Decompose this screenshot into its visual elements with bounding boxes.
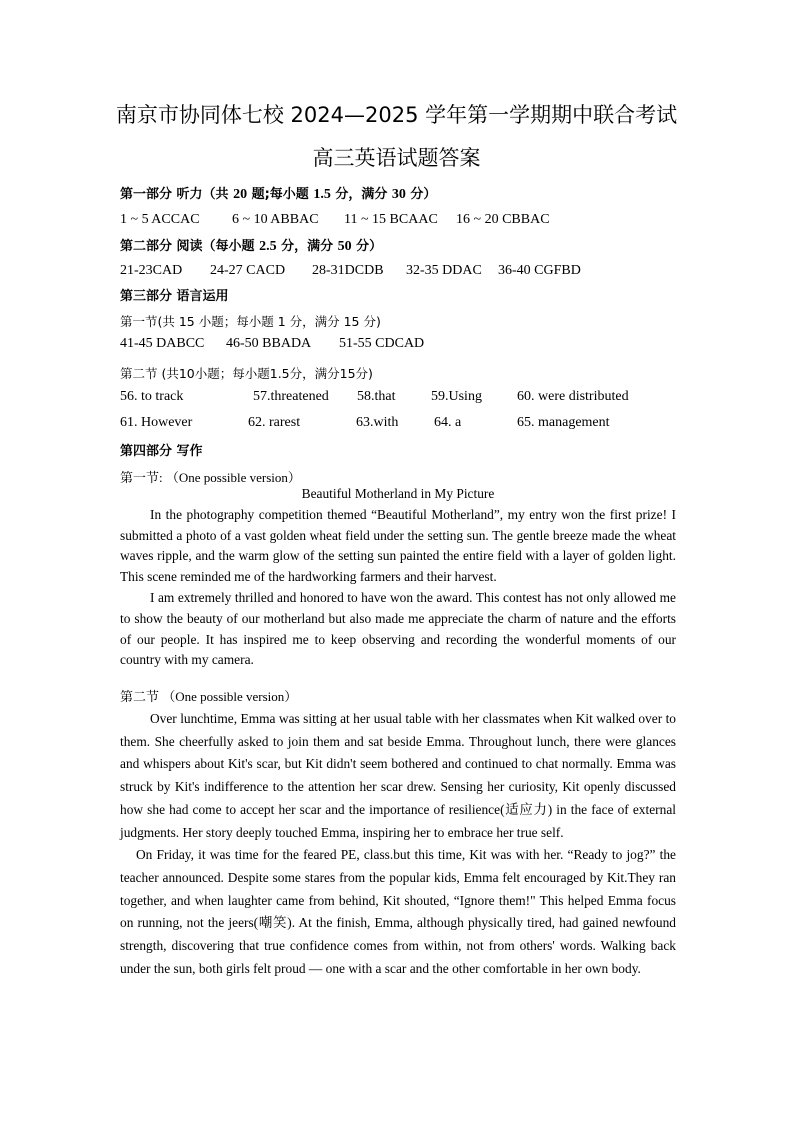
answer-item: 65. management <box>517 415 610 430</box>
part1-heading: 第一部分 听力（共 20 题;每小题 1.5 分，满分 30 分） <box>120 187 437 202</box>
answer-group: 6 ~ 10 ABBAC <box>232 212 319 227</box>
answer-group: 16 ~ 20 CBBAC <box>456 212 550 227</box>
answer-group: 1 ~ 5 ACCAC <box>120 212 200 227</box>
answer-item: 57.threatened <box>253 389 329 404</box>
essay1-paragraph: I am extremely thrilled and honored to have won the award. This contest has not only allowed me to show the beauty of our motherland but also made me appreciate the charm of nature and the efforts of our people. It has inspired me to keep observing and recording the wonderful moments of our country with my camera. <box>120 589 676 668</box>
answer-group: 28-31DCDB <box>312 263 384 278</box>
essay1 <box>120 484 676 671</box>
part4-heading: 第四部分 写作 <box>120 444 203 459</box>
essay1-title: Beautiful Motherland in My Picture <box>301 486 495 501</box>
part2-heading: 第二部分 阅读（每小题 2.5 分，满分 50 分） <box>120 239 383 254</box>
answer-item: 56. to track <box>120 389 184 404</box>
part3-section1-note: 第一节(共 15 小题；每小题 1 分，满分 15 分) <box>120 314 381 329</box>
answer-group: 36-40 CGFBD <box>498 263 581 278</box>
answer-group: 41-45 DABCC <box>120 336 205 351</box>
answer-group: 51-55 CDCAD <box>339 336 425 351</box>
essay2 <box>120 708 676 980</box>
answer-item: 63.with <box>356 415 399 430</box>
answer-item: 62. rarest <box>248 415 301 430</box>
answer-item: 60. were distributed <box>517 389 629 404</box>
page-subtitle: 高三英语试题答案 <box>312 146 481 170</box>
answer-item: 58.that <box>357 389 396 404</box>
answer-item: 64. a <box>434 415 462 430</box>
answer-group: 24-27 CACD <box>210 263 286 278</box>
answer-group: 21-23CAD <box>120 263 183 278</box>
essay2-paragraph: Over lunchtime, Emma was sitting at her usual table with her classmates when Kit walked over to them. She cheerfully asked to join them and sat beside Emma. Throughout lunch, there were glances and whispers about Kit's scar, but Kit didn't seem bothered and continued to chat normally. Emma was struck by Kit's indifference to the attention her scar drew. Sensing her curiosity, Kit openly discussed how she had come to accept her scar and the importance of resilience(适应力) in the face of external judgments. Her story deeply touched Emma, inspiring her to embrace her true self. <box>120 711 676 840</box>
page-title: 南京市协同体七校 2024—2025 学年第一学期期中联合考试 <box>115 103 678 127</box>
answer-group: 46-50 BBADA <box>226 336 312 351</box>
essay2-paragraph: On Friday, it was time for the feared PE, class.but this time, Kit was with her. “Ready to jog?” the teacher announced. Despite some stares from the popular kids, Emma felt encouraged by Kit.They ran together, and when laughter came from behind, Kit shouted, “Ignore them!" This helped Emma focus on running, not the jeers(嘲笑). At the finish, Emma, although physically tired, had gained newfound strength, discovering that true confidence comes from within, not from others' words. Walking back under the sun, both girls felt proud — one with a scar and the other comfortable in her own body. <box>120 847 676 976</box>
answer-item: 59.Using <box>431 389 482 404</box>
part3-heading: 第三部分 语言运用 <box>120 289 229 304</box>
answer-group: 11 ~ 15 BCAAC <box>344 212 438 227</box>
answer-item: 61. However <box>120 415 193 430</box>
part4-section2-label: 第二节 （One possible version） <box>120 689 298 704</box>
answer-group: 32-35 DDAC <box>406 263 482 278</box>
essay1-paragraph: In the photography competition themed “Beautiful Motherland”, my entry won the first prize! I submitted a photo of a vast golden wheat field under the setting sun. The gentle breeze made the wheat waves ripple, and the warm glow of the setting sun painted the entire field with a layer of golden light. This scene reminded me of the hardworking farmers and their harvest. <box>120 506 676 585</box>
part4-section1-label: 第一节: （One possible version） <box>120 470 301 485</box>
part3-section2-note: 第二节 (共10小题；每小题1.5分，满分15分) <box>120 366 373 381</box>
